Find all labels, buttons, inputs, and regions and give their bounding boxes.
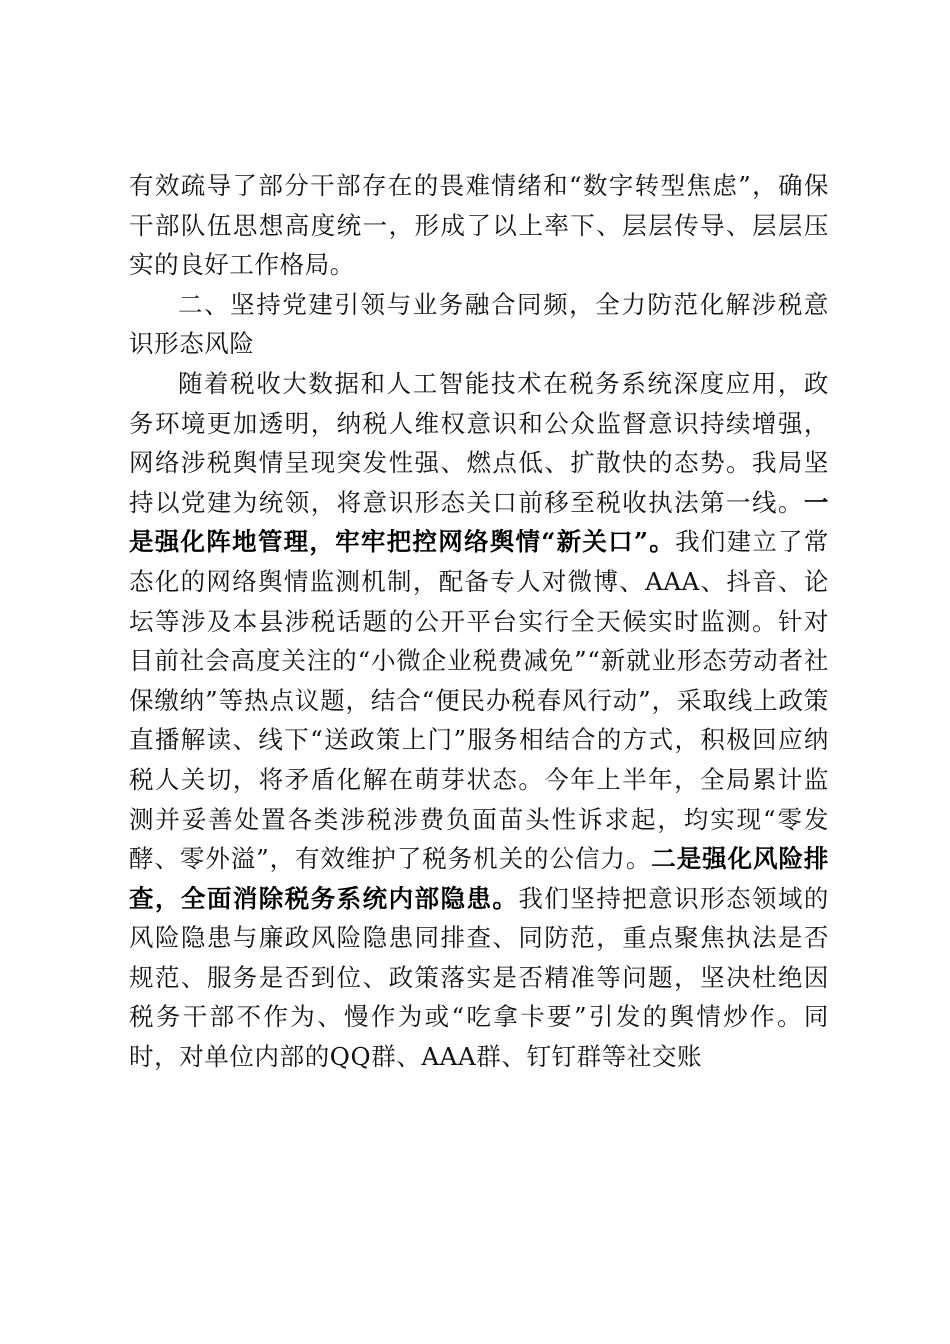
emphasis-point-one: 一是强化阵地管理，牢牢把控网络舆情“新关口”。	[129, 487, 829, 557]
paragraph-1	[129, 166, 829, 285]
section-heading-2	[129, 285, 829, 364]
paragraph-3-intro: 随着税收大数据和人工智能技术在税务系统深度应用，政务环境更加透明，纳税人维权意识和公众监督意识持续增强，网络涉税舆情呈现突发性强、燃点低、扩散快的态势。我局坚持以党建为统领，将意识形态关口前移至税收执法第一线。	[129, 368, 829, 517]
document-body	[129, 166, 829, 1077]
paragraph-1-text: 有效疏导了部分干部存在的畏难情绪和“数字转型焦虑”，确保干部队伍思想高度统一，形成了以上率下、层层传导、层层压实的良好工作格局。	[129, 171, 829, 280]
emphasis-point-two: 二是强化风险排查，全面消除税务系统内部隐患。	[129, 844, 830, 913]
section-heading-2-text: 二、坚持党建引领与业务融合同频，全力防范化解涉税意识形态风险	[129, 289, 829, 359]
paragraph-3-point-one-body: 我们建立了常态化的网络舆情监测机制，配备专人对微博、AAA、抖音、论坛等涉及本县涉税话题的公开平台实行全天候实时监测。针对目前社会高度关注的“小微企业税费减免”“新就业形态劳动者社保缴纳”等热点议题，结合“便民办税春风行动”，采取线上政策直播解读、线下“送政策上门”服务相结合的方式，积极回应纳税人关切，将矛盾化解在萌芽状态。今年上半年，全局累计监测并妥善处置各类涉税涉费负面苗头性诉求起，均实现“零发酵、零外溢”，有效维护了税务机关的公信力。	[129, 527, 829, 874]
paragraph-3-point-two-body: 我们坚持把意识形态领域的风险隐患与廉政风险隐患同排查、同防范，重点聚焦执法是否规范、服务是否到位、政策落实是否精准等问题，坚决杜绝因税务干部不作为、慢作为或“吃拿卡要”引发的舆情炒作。同时，对单位内部的QQ群、AAA群、钉钉群等社交账	[129, 883, 830, 1072]
paragraph-3	[129, 364, 829, 1077]
